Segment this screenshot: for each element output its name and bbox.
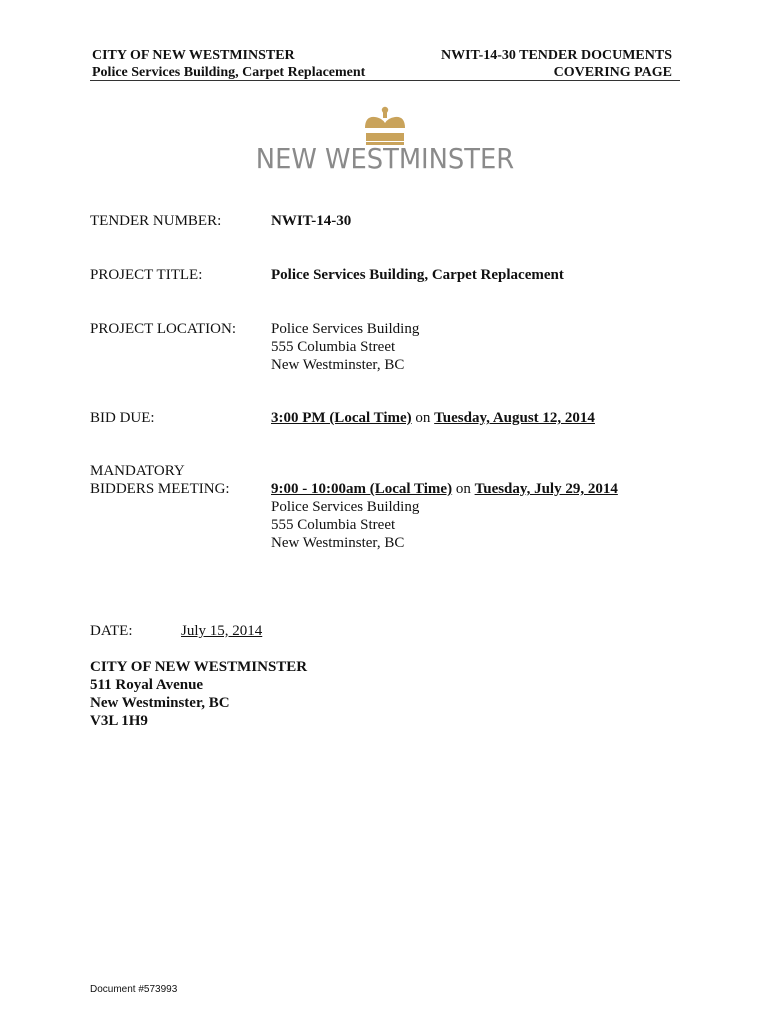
location-line: Police Services Building <box>271 321 420 337</box>
meeting-value <box>271 480 618 552</box>
header-org: CITY OF NEW WESTMINSTER <box>92 48 295 63</box>
address-line: 511 Royal Avenue <box>90 677 204 693</box>
meeting-location-line: New Westminster, BC <box>271 535 405 551</box>
location-line: New Westminster, BC <box>271 357 405 373</box>
city-address <box>90 658 307 730</box>
meeting-label-line1: MANDATORY <box>90 463 185 479</box>
bid-due-value <box>271 409 595 427</box>
header-left <box>92 47 365 81</box>
date-label: DATE: <box>90 623 133 639</box>
meeting-when <box>271 480 618 498</box>
meeting-location-line: Police Services Building <box>271 499 420 515</box>
project-title-label: PROJECT TITLE: <box>90 267 203 283</box>
header-project: Police Services Building, Carpet Replacement <box>92 65 366 80</box>
bid-due-date: Tuesday, August 12, 2014 <box>434 410 595 426</box>
address-line: CITY OF NEW WESTMINSTER <box>90 659 308 675</box>
meeting-date: Tuesday, July 29, 2014 <box>474 481 618 497</box>
meeting-time: 9:00 - 10:00am (Local Time) <box>271 481 453 497</box>
address-line: New Westminster, BC <box>90 695 230 711</box>
project-location-value <box>271 320 419 374</box>
date-value: July 15, 2014 <box>181 623 263 639</box>
header-right <box>441 47 672 81</box>
meeting-label <box>90 462 230 498</box>
header-rule <box>90 80 680 81</box>
address-line: V3L 1H9 <box>90 713 148 729</box>
bid-due-on: on <box>415 410 431 426</box>
meeting-label-line2: BIDDERS MEETING: <box>90 481 230 497</box>
meeting-location-line: 555 Columbia Street <box>271 517 396 533</box>
location-line: 555 Columbia Street <box>271 339 396 355</box>
header-doc-id: NWIT-14-30 TENDER DOCUMENTS <box>440 48 672 63</box>
header-page-type: COVERING PAGE <box>553 65 672 80</box>
project-title-value: Police Services Building, Carpet Replacement <box>271 267 564 283</box>
meeting-on: on <box>455 481 471 497</box>
tender-number-value: NWIT-14-30 <box>271 213 352 229</box>
bid-due-time: 3:00 PM (Local Time) <box>271 410 412 426</box>
tender-number-label: TENDER NUMBER: <box>90 213 222 229</box>
city-wordmark: NEW WESTMINSTER <box>255 142 515 175</box>
project-location-label: PROJECT LOCATION: <box>90 321 236 337</box>
document-number: Document #573993 <box>90 984 178 995</box>
bid-due-label: BID DUE: <box>90 410 155 426</box>
